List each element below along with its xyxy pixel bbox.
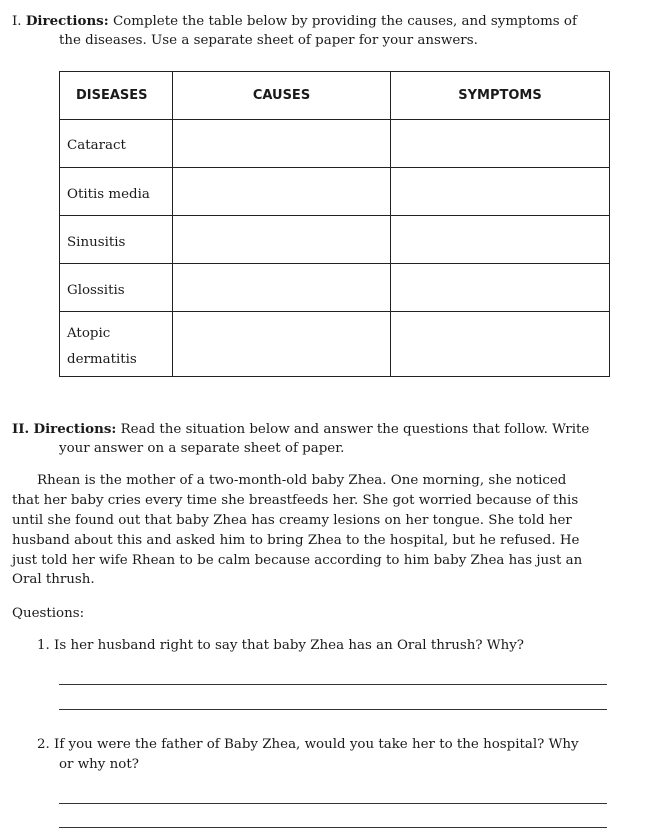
situation-line: Rhean is the mother of a two-month-old baby Zhea. One morning, she noticed [37,473,567,488]
part2-directions-text: Read the situation below and answer the questions that follow. Write [120,422,590,437]
header-diseases: DISEASES [60,72,173,120]
disease-cell-sinusitis: Sinusitis [60,216,173,264]
table-row [60,312,610,377]
disease-table [59,71,610,377]
table-row [60,216,610,264]
causes-cell[interactable] [173,312,391,377]
situation-line: until she found out that baby Zhea has creamy lesions on her tongue. She told her [12,513,572,528]
disease-cell-glossitis: Glossitis [60,264,173,312]
questions-heading: Questions: [12,606,85,621]
table-row [60,168,610,216]
situation-line: husband about this and asked him to bring Zhea to the hospital, but he refused. He [12,533,580,548]
causes-cell[interactable] [173,216,391,264]
disease-cell-atopic-dermatitis [60,312,173,377]
question-2-line1: 2. If you were the father of Baby Zhea, would you take her to the hospital? Why [37,737,579,752]
situation-line: that her baby cries every time she breastfeeds her. She got worried because of this [12,493,579,508]
question-2-line2: or why not? [59,757,139,772]
part1-directions-text: Complete the table below by providing the causes, and symptoms of [112,14,577,29]
disease-name-line: dermatitis [67,351,137,367]
part1-directions-line1 [12,13,577,29]
disease-cell-cataract: Cataract [60,120,173,168]
header-causes: CAUSES [173,72,391,120]
causes-cell[interactable] [173,264,391,312]
part1-directions-label: Directions: [25,13,109,29]
part2-directions-label: Directions: [33,421,117,437]
part2-directions-line2: your answer on a separate sheet of paper. [59,441,345,456]
answer-line-q1[interactable] [59,709,607,710]
symptoms-cell[interactable] [391,168,610,216]
disease-cell-otitis-media: Otitis media [60,168,173,216]
situation-line: just told her wife Rhean to be calm because according to him baby Zhea has just an [12,553,583,568]
symptoms-cell[interactable] [391,120,610,168]
question-1: 1. Is her husband right to say that baby Zhea has an Oral thrush? Why? [37,638,524,653]
answer-line-q2[interactable] [59,827,607,828]
table-header-row [60,72,610,120]
part2-number: II. [12,421,30,437]
part1-directions-line2: the diseases. Use a separate sheet of paper for your answers. [59,33,478,48]
part1-number: I. [12,14,22,29]
causes-cell[interactable] [173,168,391,216]
table-row [60,264,610,312]
answer-line-q1[interactable] [59,684,607,685]
answer-line-q2[interactable] [59,803,607,804]
situation-line: Oral thrush. [12,572,95,587]
table-row [60,120,610,168]
symptoms-cell[interactable] [391,264,610,312]
symptoms-cell[interactable] [391,216,610,264]
header-symptoms: SYMPTOMS [391,72,610,120]
disease-name-line: Atopic [67,325,111,341]
part2-directions-line1 [12,421,589,437]
symptoms-cell[interactable] [391,312,610,377]
causes-cell[interactable] [173,120,391,168]
